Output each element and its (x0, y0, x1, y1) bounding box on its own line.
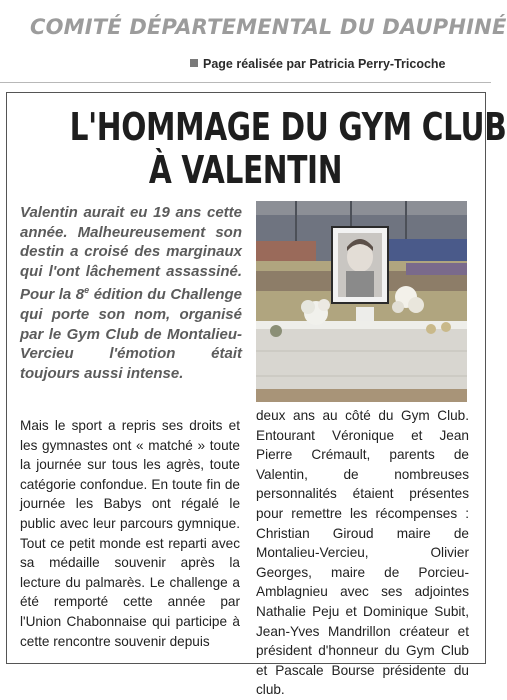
headline-line-1: L'HOMMAGE DU GYM CLUB (69, 105, 507, 149)
lead-superscript: e (84, 285, 90, 296)
body-column-1: Mais le sport a repris ses droits et les gymnastes ont « matché » toute la journée sur tous les agrès, toute catégorie confondue. En toute fin de journée les Babys ont régalé le public avec leur parcours gymnique. Tout ce petit monde est reparti avec sa médaille souvenir après la lecture du palmarès. Le challenge a été remporté cette année par l'Union Chabonnaise qui participe à cette rencontre souvenir depuis (20, 418, 240, 649)
committee-title: COMITÉ DÉPARTEMENTAL DU DAUPHINÉ (30, 15, 507, 39)
lead-paragraph (20, 203, 242, 383)
headline-line-2: À VALENTIN (148, 148, 343, 192)
masthead (0, 0, 507, 88)
byline-text: Page réalisée par Patricia Perry-Tricoche (203, 57, 446, 71)
bullet-square-icon (190, 59, 198, 67)
body-column-2: deux ans au côté du Gym Club. Entourant Véronique et Jean Pierre Crémault, parents de Valentin, de nombreuses personnalités étaient présentes pour remettre les récompenses : Christian Giroud maire de Montalieu-Vercieu, Olivier Georges, maire de Porcieu-Amblagnieu avec ses adjointes Nathalie Peju et Dominique Subit, Jean-Yves Mandrillon créateur et président d'honneur du Gym Club et Pascale Bourse présidente du club. (256, 408, 469, 698)
lead-text-part2: édition du Challenge qui porte son nom, organisé par le Gym Club de Montalieu-Vercieu l'émotion était toujours aussi intense. (20, 286, 242, 382)
article-photo (256, 201, 467, 402)
byline (190, 57, 446, 71)
header-divider (0, 82, 491, 83)
lead-text-part1: Valentin aurait eu 19 ans cette année. Malheureusement son destin a croisé des marginaux qui l'ont lâchement assassiné. Pour la 8 (20, 204, 242, 304)
photo-illustration (256, 201, 467, 402)
